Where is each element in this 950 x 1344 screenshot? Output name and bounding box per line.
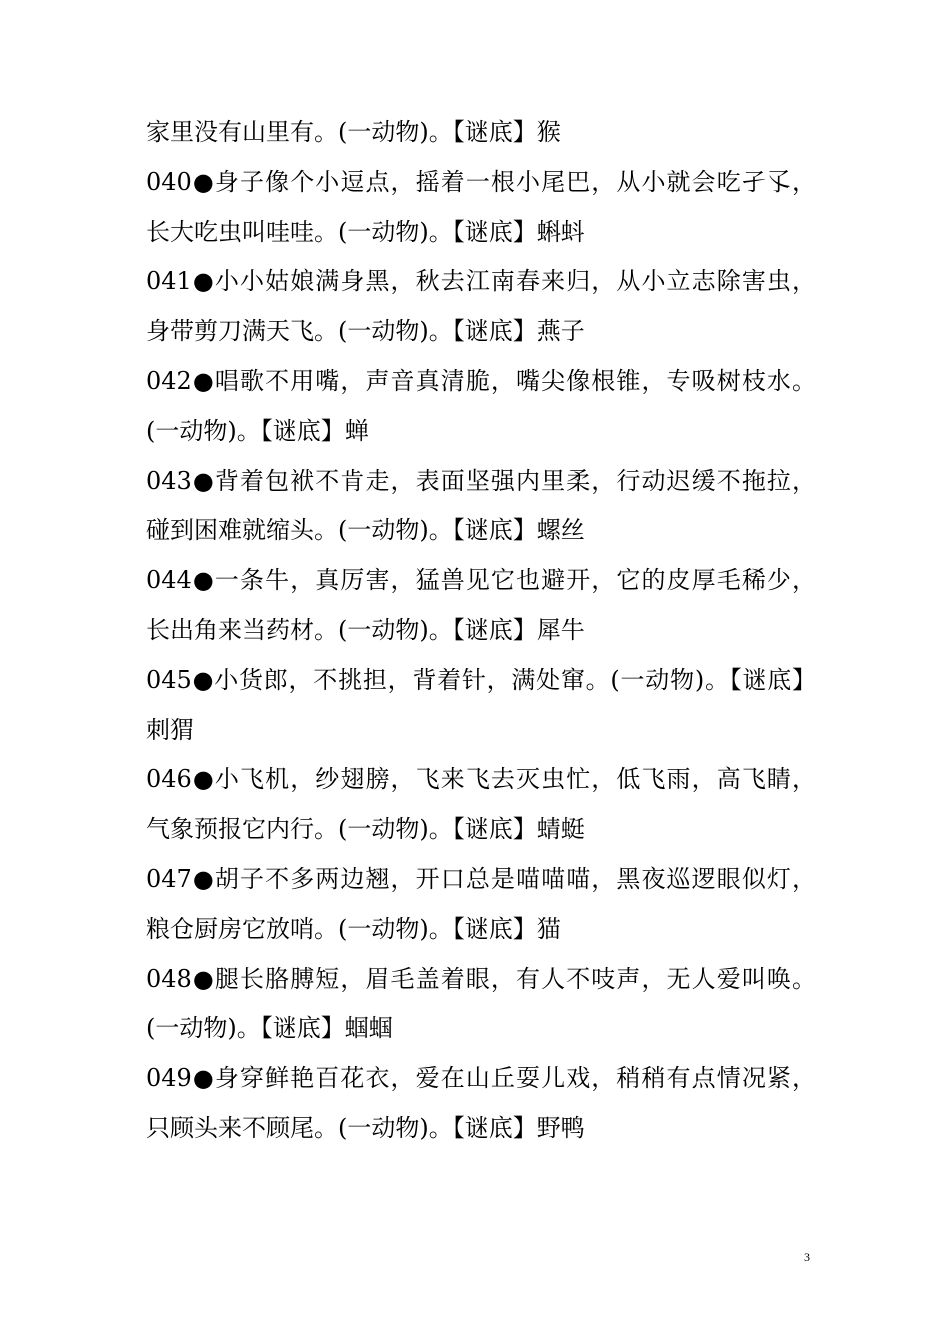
- text-line: 只顾头来不顾尾。(一动物)。【谜底】野鸭: [146, 1113, 585, 1142]
- text-line: 040●身子像个小逗点，摇着一根小尾巴，从小就会吃孑孓，: [146, 167, 816, 196]
- text-line: 碰到困难就缩头。(一动物)。【谜底】螺丝: [146, 516, 585, 545]
- text-line: 刺猬: [146, 715, 194, 744]
- text-line: 家里没有山里有。(一动物)。【谜底】猴: [146, 118, 561, 146]
- text-line: 045●小货郎，不挑担，背着针，满处窜。(一动物)。【谜底】: [146, 665, 816, 694]
- text-line: 047●胡子不多两边翘，开口总是喵喵喵，黑夜巡逻眼似灯，: [146, 864, 816, 893]
- text-line: 042●唱歌不用嘴，声音真清脆，嘴尖像根锥，专吸树枝水。: [146, 366, 816, 395]
- text-line: 046●小飞机，纱翅膀，飞来飞去灭虫忙，低飞雨，高飞睛，: [146, 765, 816, 794]
- text-line: 049●身穿鲜艳百花衣，爱在山丘耍儿戏，稍稍有点情况紧，: [146, 1064, 816, 1093]
- text-line: 粮仓厨房它放哨。(一动物)。【谜底】猫: [146, 914, 561, 943]
- text-line: 气象预报它内行。(一动物)。【谜底】蜻蜓: [146, 815, 585, 844]
- page-number: 3: [804, 1250, 810, 1264]
- text-line: (一动物)。【谜底】蝈蝈: [146, 1014, 393, 1043]
- document-body: [146, 108, 816, 1154]
- text-line: (一动物)。【谜底】蝉: [146, 416, 369, 445]
- text-line: 041●小小姑娘满身黑，秋去江南春来归，从小立志除害虫，: [146, 267, 816, 296]
- text-line: 长大吃虫叫哇哇。(一动物)。【谜底】蝌蚪: [146, 217, 585, 246]
- text-line: 044●一条牛，真厉害，猛兽见它也避开，它的皮厚毛稀少，: [146, 566, 816, 595]
- text-line: 身带剪刀满天飞。(一动物)。【谜底】燕子: [146, 317, 585, 346]
- text-line: 043●背着包袱不肯走，表面坚强内里柔，行动迟缓不拖拉，: [146, 466, 816, 495]
- text-line: 048●腿长胳膊短，眉毛盖着眼，有人不吱声，无人爱叫唤。: [146, 964, 816, 993]
- text-line: 长出角来当药材。(一动物)。【谜底】犀牛: [146, 615, 585, 644]
